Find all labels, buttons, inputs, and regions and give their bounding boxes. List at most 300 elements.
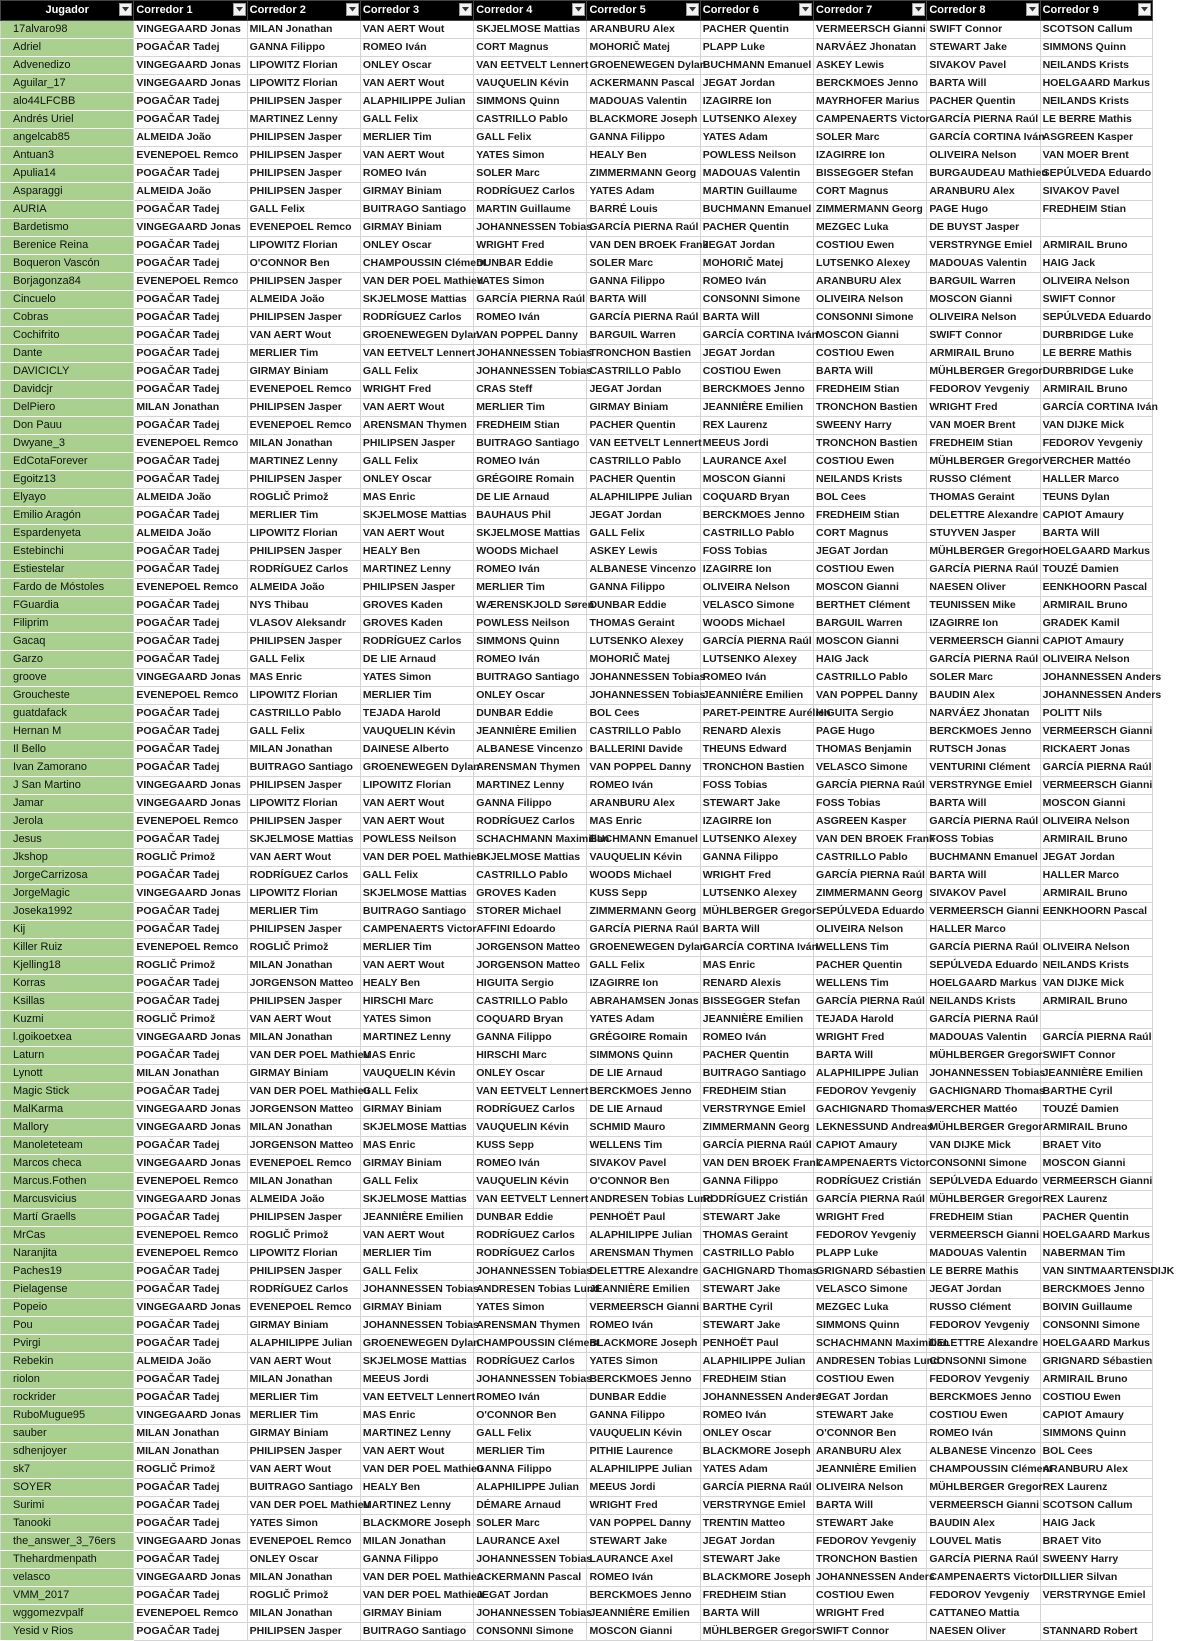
- rider-cell[interactable]: HIGUITA Sergio: [814, 705, 927, 723]
- player-name-cell[interactable]: DelPiero: [1, 399, 134, 417]
- rider-cell[interactable]: EVENEPOEL Remco: [134, 273, 247, 291]
- rider-cell[interactable]: JORGENSON Matteo: [247, 1101, 360, 1119]
- rider-cell[interactable]: MOSCON Gianni: [1040, 795, 1152, 813]
- rider-cell[interactable]: POGAČAR Tadej: [134, 1479, 247, 1497]
- rider-cell[interactable]: NARVÁEZ Jhonatan: [927, 705, 1040, 723]
- rider-cell[interactable]: POGAČAR Tadej: [134, 993, 247, 1011]
- player-name-cell[interactable]: Cincuelo: [1, 291, 134, 309]
- rider-cell[interactable]: JOHANNESSEN Tobias: [474, 219, 587, 237]
- rider-cell[interactable]: JOHANNESSEN Tobias: [474, 1605, 587, 1623]
- rider-cell[interactable]: YATES Simon: [247, 1515, 360, 1533]
- rider-cell[interactable]: MAS Enric: [360, 1407, 473, 1425]
- rider-cell[interactable]: VAN DER POEL Mathieu: [247, 1047, 360, 1065]
- rider-cell[interactable]: ALBANESE Vincenzo: [474, 741, 587, 759]
- rider-cell[interactable]: RUSSO Clément: [927, 1299, 1040, 1317]
- rider-cell[interactable]: ARMIRAIL Bruno: [1040, 993, 1152, 1011]
- rider-cell[interactable]: RODRÍGUEZ Carlos: [360, 633, 473, 651]
- rider-cell[interactable]: PHILIPSEN Jasper: [247, 1623, 360, 1641]
- rider-cell[interactable]: VERMEERSCH Gianni: [927, 1227, 1040, 1245]
- rider-cell[interactable]: GANNA Filippo: [587, 273, 700, 291]
- rider-cell[interactable]: SKJELMOSE Mattias: [360, 1119, 473, 1137]
- rider-cell[interactable]: PLAPP Luke: [814, 1245, 927, 1263]
- filter-dropdown-icon[interactable]: [346, 3, 359, 16]
- rider-cell[interactable]: ONLEY Oscar: [360, 57, 473, 75]
- rider-cell[interactable]: GARCÍA PIERNA Raúl: [927, 1011, 1040, 1029]
- rider-cell[interactable]: MERLIER Tim: [247, 507, 360, 525]
- rider-cell[interactable]: HOELGAARD Markus: [927, 975, 1040, 993]
- rider-cell[interactable]: COSTIOU Ewen: [814, 453, 927, 471]
- player-name-cell[interactable]: l.goikoetxea: [1, 1029, 134, 1047]
- rider-cell[interactable]: EVENEPOEL Remco: [134, 579, 247, 597]
- rider-cell[interactable]: AFFINI Edoardo: [474, 921, 587, 939]
- rider-cell[interactable]: ONLEY Oscar: [360, 471, 473, 489]
- rider-cell[interactable]: WRIGHT Fred: [587, 1497, 700, 1515]
- player-name-cell[interactable]: Fardo de Móstoles: [1, 579, 134, 597]
- rider-cell[interactable]: SWIFT Connor: [927, 327, 1040, 345]
- rider-cell[interactable]: LUTSENKO Alexey: [700, 831, 813, 849]
- rider-cell[interactable]: VAN AERT Wout: [360, 21, 473, 39]
- filter-dropdown-icon[interactable]: [686, 3, 699, 16]
- rider-cell[interactable]: MOHORIČ Matej: [587, 651, 700, 669]
- rider-cell[interactable]: ANDRESEN Tobias Lund: [474, 1281, 587, 1299]
- rider-cell[interactable]: GARCÍA CORTINA Iván: [700, 327, 813, 345]
- rider-cell[interactable]: LIPOWITZ Florian: [247, 75, 360, 93]
- rider-cell[interactable]: FEDOROV Yevgeniy: [927, 1317, 1040, 1335]
- rider-cell[interactable]: BRAET Vito: [1040, 1137, 1152, 1155]
- rider-cell[interactable]: POGAČAR Tadej: [134, 1209, 247, 1227]
- rider-cell[interactable]: BUCHMANN Emanuel: [700, 57, 813, 75]
- rider-cell[interactable]: JEGAT Jordan: [587, 507, 700, 525]
- rider-cell[interactable]: DURBRIDGE Luke: [1040, 363, 1152, 381]
- rider-cell[interactable]: BERCKMOES Jenno: [700, 381, 813, 399]
- rider-cell[interactable]: ARMIRAIL Bruno: [1040, 597, 1152, 615]
- rider-cell[interactable]: COSTIOU Ewen: [700, 363, 813, 381]
- rider-cell[interactable]: GALL Felix: [360, 867, 473, 885]
- rider-cell[interactable]: JOHANNESSEN Tobias: [474, 1551, 587, 1569]
- rider-cell[interactable]: GROENEWEGEN Dylan: [587, 939, 700, 957]
- rider-cell[interactable]: ALMEIDA João: [134, 525, 247, 543]
- rider-cell[interactable]: VAN DEN BROEK Frank: [587, 237, 700, 255]
- rider-cell[interactable]: ALAPHILIPPE Julian: [700, 1353, 813, 1371]
- rider-cell[interactable]: NEILANDS Krists: [1040, 93, 1152, 111]
- rider-cell[interactable]: CHAMPOUSSIN Clément: [474, 1335, 587, 1353]
- rider-cell[interactable]: WELLENS Tim: [587, 1137, 700, 1155]
- rider-cell[interactable]: PHILIPSEN Jasper: [247, 1263, 360, 1281]
- rider-cell[interactable]: GROVES Kaden: [474, 885, 587, 903]
- player-name-cell[interactable]: Cobras: [1, 309, 134, 327]
- rider-cell[interactable]: GALL Felix: [587, 957, 700, 975]
- rider-cell[interactable]: CONSONNI Simone: [474, 1623, 587, 1641]
- rider-cell[interactable]: POGAČAR Tadej: [134, 453, 247, 471]
- player-name-cell[interactable]: Yesid v Rios: [1, 1623, 134, 1641]
- player-name-cell[interactable]: Garzo: [1, 651, 134, 669]
- rider-cell[interactable]: WÆRENSKJOLD Søren: [474, 597, 587, 615]
- rider-cell[interactable]: GARCÍA PIERNA Raúl: [814, 993, 927, 1011]
- rider-cell[interactable]: ARENSMAN Thymen: [360, 417, 473, 435]
- rider-cell[interactable]: GRÉGOIRE Romain: [587, 1029, 700, 1047]
- player-name-cell[interactable]: rockrider: [1, 1389, 134, 1407]
- rider-cell[interactable]: VAN DER POEL Mathieu: [360, 273, 473, 291]
- rider-cell[interactable]: GARCÍA PIERNA Raúl: [587, 309, 700, 327]
- rider-cell[interactable]: ROGLIČ Primož: [247, 489, 360, 507]
- player-name-cell[interactable]: Marcos checa: [1, 1155, 134, 1173]
- rider-cell[interactable]: GARCÍA PIERNA Raúl: [700, 1137, 813, 1155]
- rider-cell[interactable]: JEANNIÈRE Emilien: [700, 399, 813, 417]
- rider-cell[interactable]: VERMEERSCH Gianni: [927, 633, 1040, 651]
- rider-cell[interactable]: JEGAT Jordan: [700, 237, 813, 255]
- player-name-cell[interactable]: Pou: [1, 1317, 134, 1335]
- rider-cell[interactable]: FREDHEIM Stian: [700, 1083, 813, 1101]
- rider-cell[interactable]: BERCKMOES Jenno: [814, 75, 927, 93]
- rider-cell[interactable]: BARTA Will: [1040, 525, 1152, 543]
- player-name-cell[interactable]: DAVICICLY: [1, 363, 134, 381]
- rider-cell[interactable]: POGAČAR Tadej: [134, 1317, 247, 1335]
- rider-cell[interactable]: LIPOWITZ Florian: [247, 525, 360, 543]
- rider-cell[interactable]: MÜHLBERGER Gregor: [700, 1623, 813, 1641]
- rider-cell[interactable]: SEPÚLVEDA Eduardo: [1040, 165, 1152, 183]
- rider-cell[interactable]: PHILIPSEN Jasper: [247, 633, 360, 651]
- rider-cell[interactable]: STEWART Jake: [814, 1407, 927, 1425]
- rider-cell[interactable]: CORT Magnus: [814, 525, 927, 543]
- rider-cell[interactable]: MADOUAS Valentin: [587, 93, 700, 111]
- rider-cell[interactable]: STEWART Jake: [700, 1317, 813, 1335]
- rider-cell[interactable]: JEGAT Jordan: [700, 75, 813, 93]
- rider-cell[interactable]: SOLER Marc: [474, 1515, 587, 1533]
- rider-cell[interactable]: O'CONNOR Ben: [814, 1425, 927, 1443]
- rider-cell[interactable]: ZIMMERMANN Georg: [700, 1119, 813, 1137]
- rider-cell[interactable]: VERMEERSCH Gianni: [1040, 777, 1152, 795]
- rider-cell[interactable]: ROMEO Iván: [700, 1407, 813, 1425]
- player-name-cell[interactable]: Pvirgi: [1, 1335, 134, 1353]
- rider-cell[interactable]: FOSS Tobias: [700, 777, 813, 795]
- rider-cell[interactable]: ASGREEN Kasper: [814, 813, 927, 831]
- rider-cell[interactable]: GARCÍA CORTINA Iván: [700, 939, 813, 957]
- rider-cell[interactable]: VAN AERT Wout: [360, 75, 473, 93]
- rider-cell[interactable]: POGAČAR Tadej: [134, 309, 247, 327]
- rider-cell[interactable]: ROGLIČ Primož: [247, 1227, 360, 1245]
- rider-cell[interactable]: TRONCHON Bastien: [587, 345, 700, 363]
- rider-cell[interactable]: VAN DEN BROEK Frank: [814, 831, 927, 849]
- rider-cell[interactable]: TRONCHON Bastien: [814, 435, 927, 453]
- rider-cell[interactable]: JEANNIÈRE Emilien: [814, 1461, 927, 1479]
- player-name-cell[interactable]: FGuardia: [1, 597, 134, 615]
- rider-cell[interactable]: [1040, 1605, 1152, 1623]
- rider-cell[interactable]: EVENEPOEL Remco: [247, 219, 360, 237]
- rider-cell[interactable]: BARTA Will: [927, 795, 1040, 813]
- rider-cell[interactable]: PHILIPSEN Jasper: [247, 993, 360, 1011]
- rider-cell[interactable]: MÜHLBERGER Gregor: [927, 1119, 1040, 1137]
- rider-cell[interactable]: GANNA Filippo: [587, 1407, 700, 1425]
- rider-cell[interactable]: JEANNIÈRE Emilien: [587, 1281, 700, 1299]
- rider-cell[interactable]: ARENSMAN Thymen: [474, 759, 587, 777]
- rider-cell[interactable]: VAN DIJKE Mick: [927, 1137, 1040, 1155]
- rider-cell[interactable]: EVENEPOEL Remco: [134, 1605, 247, 1623]
- rider-cell[interactable]: SIVAKOV Pavel: [927, 57, 1040, 75]
- player-name-cell[interactable]: Ivan Zamorano: [1, 759, 134, 777]
- rider-cell[interactable]: POGAČAR Tadej: [134, 1335, 247, 1353]
- rider-cell[interactable]: STEWART Jake: [700, 795, 813, 813]
- rider-cell[interactable]: ARANBURU Alex: [814, 273, 927, 291]
- rider-cell[interactable]: GRÉGOIRE Romain: [474, 471, 587, 489]
- rider-cell[interactable]: CASTRILLO Pablo: [700, 1245, 813, 1263]
- rider-cell[interactable]: MARTINEZ Lenny: [474, 777, 587, 795]
- rider-cell[interactable]: IZAGIRRE Ion: [700, 93, 813, 111]
- rider-cell[interactable]: ASKEY Lewis: [587, 543, 700, 561]
- rider-cell[interactable]: BOL Cees: [814, 489, 927, 507]
- rider-cell[interactable]: POGAČAR Tadej: [134, 1497, 247, 1515]
- rider-cell[interactable]: GARCÍA PIERNA Raúl: [814, 777, 927, 795]
- rider-cell[interactable]: VAN AERT Wout: [247, 1461, 360, 1479]
- player-name-cell[interactable]: Aguilar_17: [1, 75, 134, 93]
- rider-cell[interactable]: GACHIGNARD Thomas: [814, 1101, 927, 1119]
- rider-cell[interactable]: HEALY Ben: [587, 147, 700, 165]
- rider-cell[interactable]: BLACKMORE Joseph: [700, 1443, 813, 1461]
- rider-cell[interactable]: POGAČAR Tadej: [134, 1551, 247, 1569]
- rider-cell[interactable]: ALMEIDA João: [134, 183, 247, 201]
- rider-cell[interactable]: RENARD Alexis: [700, 723, 813, 741]
- rider-cell[interactable]: SIVAKOV Pavel: [587, 1155, 700, 1173]
- rider-cell[interactable]: STEWART Jake: [700, 1209, 813, 1227]
- rider-cell[interactable]: CASTRILLO Pablo: [814, 669, 927, 687]
- rider-cell[interactable]: SIVAKOV Pavel: [927, 885, 1040, 903]
- rider-cell[interactable]: VAN AERT Wout: [360, 399, 473, 417]
- rider-cell[interactable]: CONSONNI Simone: [927, 1353, 1040, 1371]
- player-name-cell[interactable]: MrCas: [1, 1227, 134, 1245]
- rider-cell[interactable]: GARCÍA PIERNA Raúl: [700, 633, 813, 651]
- rider-cell[interactable]: THEUNS Edward: [700, 741, 813, 759]
- rider-cell[interactable]: MAS Enric: [360, 1047, 473, 1065]
- rider-cell[interactable]: GANNA Filippo: [587, 129, 700, 147]
- rider-cell[interactable]: SIMMONS Quinn: [1040, 1425, 1152, 1443]
- rider-cell[interactable]: SKJELMOSE Mattias: [474, 525, 587, 543]
- rider-cell[interactable]: BUITRAGO Santiago: [700, 1065, 813, 1083]
- rider-cell[interactable]: VAN DER POEL Mathieu: [360, 1461, 473, 1479]
- rider-cell[interactable]: FREDHEIM Stian: [474, 417, 587, 435]
- rider-cell[interactable]: NEILANDS Krists: [1040, 957, 1152, 975]
- rider-cell[interactable]: PHILIPSEN Jasper: [247, 543, 360, 561]
- player-name-cell[interactable]: Thehardmenpath: [1, 1551, 134, 1569]
- rider-cell[interactable]: PHILIPSEN Jasper: [247, 777, 360, 795]
- rider-cell[interactable]: VINGEGAARD Jonas: [134, 57, 247, 75]
- rider-cell[interactable]: FEDOROV Yevgeniy: [927, 1587, 1040, 1605]
- rider-cell[interactable]: PACHER Quentin: [927, 93, 1040, 111]
- rider-cell[interactable]: ONLEY Oscar: [700, 1425, 813, 1443]
- rider-cell[interactable]: SEPÚLVEDA Eduardo: [927, 957, 1040, 975]
- rider-cell[interactable]: MILAN Jonathan: [134, 1425, 247, 1443]
- rider-cell[interactable]: PHILIPSEN Jasper: [247, 273, 360, 291]
- rider-cell[interactable]: JEANNIÈRE Emilien: [1040, 1065, 1152, 1083]
- rider-cell[interactable]: SEPÚLVEDA Eduardo: [814, 903, 927, 921]
- rider-cell[interactable]: O'CONNOR Ben: [474, 1407, 587, 1425]
- rider-cell[interactable]: PENHOËT Paul: [700, 1335, 813, 1353]
- rider-cell[interactable]: ARANBURU Alex: [814, 1443, 927, 1461]
- rider-cell[interactable]: POGAČAR Tadej: [134, 1623, 247, 1641]
- rider-cell[interactable]: POGAČAR Tadej: [134, 237, 247, 255]
- rider-cell[interactable]: ROMEO Iván: [474, 651, 587, 669]
- rider-cell[interactable]: POGAČAR Tadej: [134, 363, 247, 381]
- rider-cell[interactable]: POWLESS Neilson: [360, 831, 473, 849]
- rider-cell[interactable]: RODRÍGUEZ Carlos: [247, 561, 360, 579]
- player-name-cell[interactable]: J San Martino: [1, 777, 134, 795]
- rider-cell[interactable]: ROGLIČ Primož: [134, 957, 247, 975]
- rider-cell[interactable]: OLIVEIRA Nelson: [927, 147, 1040, 165]
- rider-cell[interactable]: VINGEGAARD Jonas: [134, 795, 247, 813]
- rider-cell[interactable]: JEANNIÈRE Emilien: [700, 1011, 813, 1029]
- rider-cell[interactable]: WRIGHT Fred: [927, 399, 1040, 417]
- rider-cell[interactable]: MERLIER Tim: [360, 687, 473, 705]
- filter-dropdown-icon[interactable]: [1138, 3, 1151, 16]
- rider-cell[interactable]: WRIGHT Fred: [360, 381, 473, 399]
- rider-cell[interactable]: MERLIER Tim: [247, 903, 360, 921]
- player-name-cell[interactable]: Tanooki: [1, 1515, 134, 1533]
- rider-cell[interactable]: CAMPENAERTS Victor: [814, 111, 927, 129]
- rider-cell[interactable]: GANNA Filippo: [700, 1173, 813, 1191]
- rider-cell[interactable]: POGAČAR Tadej: [134, 1047, 247, 1065]
- rider-cell[interactable]: OLIVEIRA Nelson: [927, 309, 1040, 327]
- rider-cell[interactable]: HIRSCHI Marc: [360, 993, 473, 1011]
- player-name-cell[interactable]: Popeio: [1, 1299, 134, 1317]
- rider-cell[interactable]: IZAGIRRE Ion: [587, 975, 700, 993]
- rider-cell[interactable]: MERLIER Tim: [474, 399, 587, 417]
- rider-cell[interactable]: MEZGEC Luka: [814, 219, 927, 237]
- rider-cell[interactable]: BLACKMORE Joseph: [587, 1335, 700, 1353]
- rider-cell[interactable]: DE LIE Arnaud: [360, 651, 473, 669]
- rider-cell[interactable]: REX Laurenz: [700, 417, 813, 435]
- rider-cell[interactable]: HIGUITA Sergio: [474, 975, 587, 993]
- rider-cell[interactable]: TRONCHON Bastien: [814, 1551, 927, 1569]
- rider-cell[interactable]: PHILIPSEN Jasper: [247, 1209, 360, 1227]
- rider-cell[interactable]: GANNA Filippo: [700, 849, 813, 867]
- rider-cell[interactable]: BUITRAGO Santiago: [247, 759, 360, 777]
- rider-cell[interactable]: ONLEY Oscar: [247, 1551, 360, 1569]
- rider-cell[interactable]: YATES Adam: [700, 129, 813, 147]
- rider-cell[interactable]: VAN DER POEL Mathieu: [247, 1083, 360, 1101]
- rider-cell[interactable]: ROGLIČ Primož: [134, 849, 247, 867]
- player-name-cell[interactable]: Kjelling18: [1, 957, 134, 975]
- rider-cell[interactable]: SCOTSON Callum: [1040, 21, 1152, 39]
- rider-cell[interactable]: MILAN Jonathan: [247, 435, 360, 453]
- rider-cell[interactable]: MADOUAS Valentin: [927, 1245, 1040, 1263]
- rider-cell[interactable]: JEANNIÈRE Emilien: [474, 723, 587, 741]
- rider-cell[interactable]: VELASCO Simone: [814, 1281, 927, 1299]
- rider-cell[interactable]: GARCÍA PIERNA Raúl: [1040, 1029, 1152, 1047]
- rider-cell[interactable]: NAESEN Oliver: [927, 1623, 1040, 1641]
- rider-cell[interactable]: POGAČAR Tadej: [134, 1371, 247, 1389]
- rider-cell[interactable]: BUITRAGO Santiago: [474, 435, 587, 453]
- rider-cell[interactable]: LUTSENKO Alexey: [587, 633, 700, 651]
- rider-cell[interactable]: MILAN Jonathan: [247, 741, 360, 759]
- player-name-cell[interactable]: angelcab85: [1, 129, 134, 147]
- rider-cell[interactable]: NEILANDS Krists: [814, 471, 927, 489]
- rider-cell[interactable]: ALMEIDA João: [247, 291, 360, 309]
- rider-cell[interactable]: MÜHLBERGER Gregor: [927, 1047, 1040, 1065]
- rider-cell[interactable]: OLIVEIRA Nelson: [1040, 939, 1152, 957]
- rider-cell[interactable]: CASTRILLO Pablo: [814, 849, 927, 867]
- rider-cell[interactable]: ALBANESE Vincenzo: [927, 1443, 1040, 1461]
- rider-cell[interactable]: GALL Felix: [360, 111, 473, 129]
- rider-cell[interactable]: POGAČAR Tadej: [134, 1263, 247, 1281]
- player-name-cell[interactable]: Filiprim: [1, 615, 134, 633]
- rider-cell[interactable]: GALL Felix: [360, 363, 473, 381]
- rider-cell[interactable]: ROGLIČ Primož: [247, 1587, 360, 1605]
- rider-cell[interactable]: PHILIPSEN Jasper: [247, 471, 360, 489]
- rider-cell[interactable]: FREDHEIM Stian: [700, 1587, 813, 1605]
- rider-cell[interactable]: COSTIOU Ewen: [814, 1371, 927, 1389]
- rider-cell[interactable]: ALAPHILIPPE Julian: [474, 1479, 587, 1497]
- rider-cell[interactable]: DELETTRE Alexandre: [587, 1263, 700, 1281]
- rider-cell[interactable]: ONLEY Oscar: [474, 1065, 587, 1083]
- rider-cell[interactable]: GALL Felix: [474, 1425, 587, 1443]
- rider-cell[interactable]: FREDHEIM Stian: [1040, 201, 1152, 219]
- rider-cell[interactable]: LIPOWITZ Florian: [247, 1245, 360, 1263]
- rider-cell[interactable]: JEGAT Jordan: [814, 1389, 927, 1407]
- rider-cell[interactable]: GANNA Filippo: [474, 1461, 587, 1479]
- rider-cell[interactable]: THOMAS Geraint: [927, 489, 1040, 507]
- rider-cell[interactable]: SWIFT Connor: [927, 21, 1040, 39]
- rider-cell[interactable]: MAS Enric: [247, 669, 360, 687]
- rider-cell[interactable]: ACKERMANN Pascal: [474, 1569, 587, 1587]
- rider-cell[interactable]: VAN DER POEL Mathieu: [247, 1497, 360, 1515]
- rider-cell[interactable]: RODRÍGUEZ Carlos: [474, 1101, 587, 1119]
- rider-cell[interactable]: BARTA Will: [700, 1605, 813, 1623]
- rider-cell[interactable]: CHAMPOUSSIN Clément: [927, 1461, 1040, 1479]
- rider-cell[interactable]: FREDHEIM Stian: [700, 1371, 813, 1389]
- rider-cell[interactable]: ROMEO Iván: [700, 273, 813, 291]
- rider-cell[interactable]: POGAČAR Tadej: [134, 93, 247, 111]
- rider-cell[interactable]: VAN DER POEL Mathieu: [360, 849, 473, 867]
- player-name-cell[interactable]: Marcusvicius: [1, 1191, 134, 1209]
- player-name-cell[interactable]: 17alvaro98: [1, 21, 134, 39]
- rider-cell[interactable]: OLIVEIRA Nelson: [1040, 651, 1152, 669]
- rider-cell[interactable]: GARCÍA PIERNA Raúl: [927, 651, 1040, 669]
- player-name-cell[interactable]: riolon: [1, 1371, 134, 1389]
- rider-cell[interactable]: ASGREEN Kasper: [1040, 129, 1152, 147]
- rider-cell[interactable]: POGAČAR Tadej: [134, 615, 247, 633]
- rider-cell[interactable]: PACHER Quentin: [700, 219, 813, 237]
- rider-cell[interactable]: ALMEIDA João: [134, 1353, 247, 1371]
- rider-cell[interactable]: BUITRAGO Santiago: [474, 669, 587, 687]
- rider-cell[interactable]: VAN AERT Wout: [360, 813, 473, 831]
- filter-dropdown-icon[interactable]: [912, 3, 925, 16]
- rider-cell[interactable]: DUNBAR Eddie: [587, 1389, 700, 1407]
- rider-cell[interactable]: MARTINEZ Lenny: [360, 561, 473, 579]
- rider-cell[interactable]: MEEUS Jordi: [587, 1479, 700, 1497]
- rider-cell[interactable]: MARTINEZ Lenny: [247, 453, 360, 471]
- rider-cell[interactable]: CORT Magnus: [474, 39, 587, 57]
- rider-cell[interactable]: VINGEGAARD Jonas: [134, 75, 247, 93]
- rider-cell[interactable]: GIRMAY Biniam: [360, 219, 473, 237]
- player-name-cell[interactable]: MalKarma: [1, 1101, 134, 1119]
- rider-cell[interactable]: VERMEERSCH Gianni: [1040, 723, 1152, 741]
- rider-cell[interactable]: PHILIPSEN Jasper: [247, 309, 360, 327]
- rider-cell[interactable]: DUNBAR Eddie: [474, 255, 587, 273]
- rider-cell[interactable]: EVENEPOEL Remco: [247, 1155, 360, 1173]
- rider-cell[interactable]: ALAPHILIPPE Julian: [587, 489, 700, 507]
- rider-cell[interactable]: JEGAT Jordan: [700, 345, 813, 363]
- rider-cell[interactable]: HAIG Jack: [814, 651, 927, 669]
- rider-cell[interactable]: GARCÍA PIERNA Raúl: [927, 1551, 1040, 1569]
- rider-cell[interactable]: ROMEO Iván: [927, 1425, 1040, 1443]
- rider-cell[interactable]: BUITRAGO Santiago: [360, 201, 473, 219]
- rider-cell[interactable]: COSTIOU Ewen: [814, 345, 927, 363]
- rider-cell[interactable]: VAN MOER Brent: [927, 417, 1040, 435]
- rider-cell[interactable]: OLIVEIRA Nelson: [814, 921, 927, 939]
- rider-cell[interactable]: WRIGHT Fred: [700, 867, 813, 885]
- rider-cell[interactable]: HOELGAARD Markus: [1040, 1335, 1152, 1353]
- rider-cell[interactable]: O'CONNOR Ben: [247, 255, 360, 273]
- player-name-cell[interactable]: Borjagonza84: [1, 273, 134, 291]
- player-name-cell[interactable]: Kij: [1, 921, 134, 939]
